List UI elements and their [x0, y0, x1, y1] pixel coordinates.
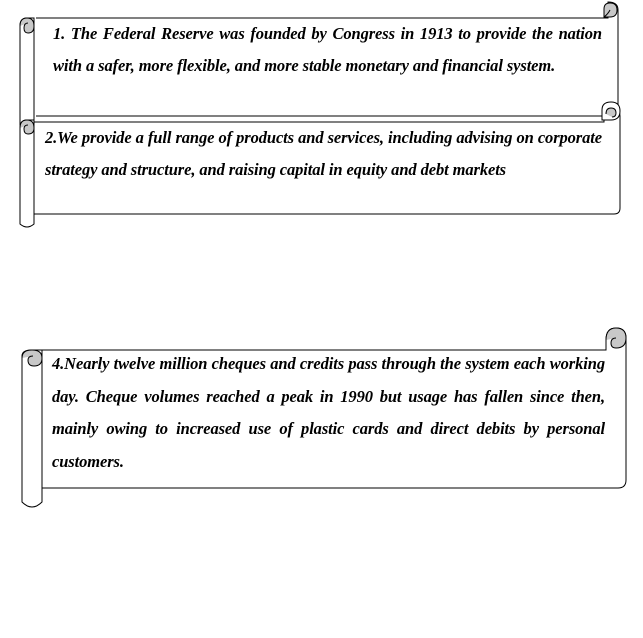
scroll-banner-3 — [0, 320, 643, 520]
scroll-text-2: 2.We provide a full range of products and services, including advising on corporate strategy and structure, and raising capital in equity and debt markets — [45, 128, 602, 179]
scroll-banner-1 — [0, 0, 643, 130]
scroll-banner-2 — [0, 112, 643, 242]
scroll-text-3: 4.Nearly twelve million cheques and credits pass through the system each working day. Cheque volumes reached a peak in 1990 but usage has fallen since then, mainly owing to increased use of plastic cards and direct debits by personal customers. — [52, 354, 605, 471]
scroll-text-1: 1. The Federal Reserve was founded by Congress in 1913 to provide the nation with a safer, more flexible, and more stable monetary and financial system. — [53, 24, 602, 75]
